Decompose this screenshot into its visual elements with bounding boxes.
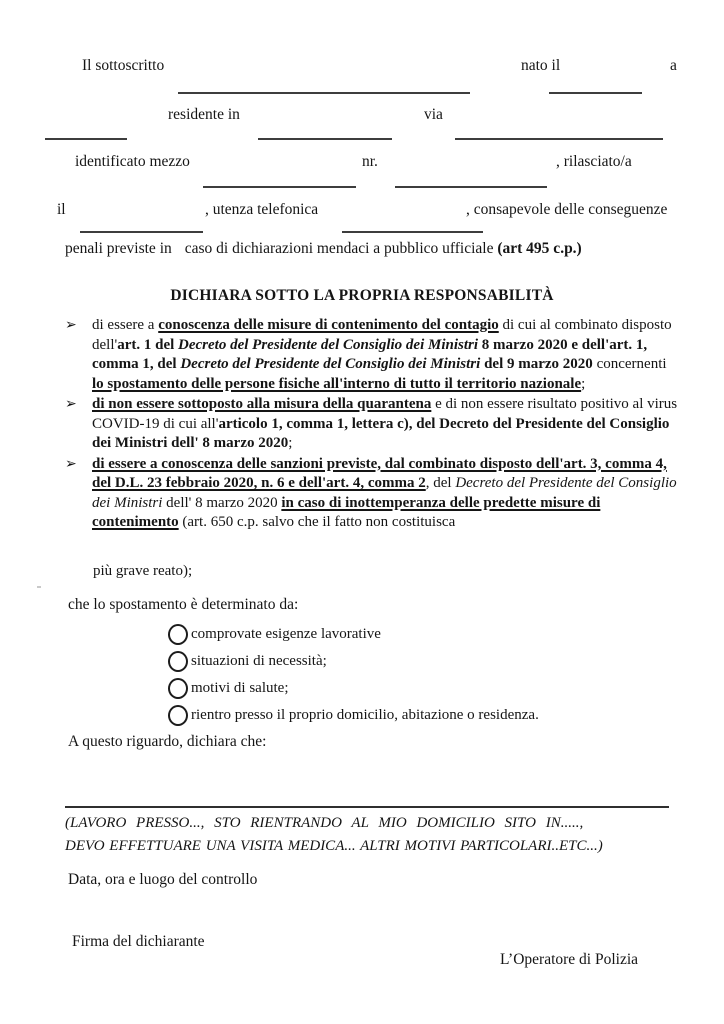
field-numero-documento-blank[interactable] <box>395 186 547 188</box>
option-row <box>168 621 539 648</box>
movement-intro: che lo spostamento è determinato da: <box>68 596 299 613</box>
label-il: il <box>57 201 66 218</box>
bullet-segment: di essere a conoscenza delle sanzioni previste, dal combinato disposto dell'art. 3, comma 4, del D.L. 23 febbraio 2020, n. 6 e dell'art. 4, comma 2 <box>92 455 667 491</box>
penali-part2: caso di dichiarazioni mendaci a pubblico ufficiale <box>184 240 494 257</box>
radio-circle[interactable] <box>168 651 188 672</box>
bullet-segment: , del <box>425 475 456 491</box>
field-data-nascita-blank[interactable] <box>549 92 642 94</box>
radio-circle[interactable] <box>168 624 188 645</box>
bullet-segment: Decreto del Presidente del Consiglio dei Ministri <box>180 356 481 372</box>
bullet-segment: concernenti <box>592 356 667 372</box>
label-via: via <box>424 106 443 123</box>
field-documento-blank[interactable] <box>203 186 356 188</box>
firma-label: Firma del dichiarante <box>72 933 205 950</box>
field-nome-blank[interactable] <box>178 92 470 94</box>
field-luogo-nascita-blank[interactable] <box>45 138 127 140</box>
label-nato-il: nato il <box>521 57 561 74</box>
bullet-text <box>92 395 681 454</box>
option-label: comprovate esigenze lavorative <box>191 626 381 642</box>
bullet-segment: Decreto del Presidente del Consiglio dei Ministri <box>92 475 677 511</box>
field-via-blank[interactable] <box>455 138 663 140</box>
movement-options <box>168 621 539 729</box>
label-identificato-mezzo: identificato mezzo <box>75 153 190 170</box>
declaration-bullet <box>65 395 681 454</box>
bullet-segment: (art. 650 c.p. salvo che il fatto non costituisca <box>178 514 456 530</box>
option-label: situazioni di necessità; <box>191 653 327 669</box>
arrow-bullet-icon: ➢ <box>65 397 77 412</box>
operatore-label: L’Operatore di Polizia <box>500 951 639 968</box>
bullet-segment: lo spostamento delle persone fisiche all'interno di tutto il territorio nazionale <box>92 375 582 392</box>
bullet-text <box>92 316 681 394</box>
label-il-sottoscritto: Il sottoscritto <box>82 57 165 74</box>
bullet-segment: di essere a <box>92 317 159 333</box>
option-row <box>168 648 539 675</box>
field-data-rilascio-blank[interactable] <box>80 231 203 233</box>
radio-circle[interactable] <box>168 705 188 726</box>
penali-line <box>65 240 582 258</box>
controllo-label: Data, ora e luogo del controllo <box>68 871 258 888</box>
penali-part1: penali previste in <box>65 240 172 257</box>
hint-text <box>65 812 675 858</box>
label-residente-in: residente in <box>168 106 240 123</box>
declaration-bullets <box>65 316 681 534</box>
bullet-tail: più grave reato); <box>93 563 193 579</box>
arrow-bullet-icon: ➢ <box>65 456 77 472</box>
declaration-write-line[interactable] <box>65 806 669 808</box>
bullet-segment: in caso di inottemperanza delle predette misure di contenimento <box>92 494 601 530</box>
field-telefono-blank[interactable] <box>342 231 483 233</box>
label-utenza-telefonica: , utenza telefonica <box>205 201 319 218</box>
bullet-segment: art. 1 del <box>117 336 179 353</box>
penali-art-bold: (art 495 c.p.) <box>497 240 582 257</box>
scan-artifact <box>37 586 41 588</box>
declaration-title: DICHIARA SOTTO LA PROPRIA RESPONSABILITÀ <box>170 287 554 304</box>
declaration-bullet <box>65 455 681 533</box>
label-consapevole: , consapevole delle conseguenze <box>466 201 668 218</box>
option-label: rientro presso il proprio domicilio, abitazione o residenza. <box>191 707 539 723</box>
bullet-segment: di cui al combinato disposto dell' <box>92 317 672 353</box>
hint-line-1: (LAVORO PRESSO..., STO RIENTRANDO AL MIO DOMICILIO SITO IN....., <box>65 815 584 831</box>
option-row <box>168 702 539 729</box>
bullet-segment: dell' 8 marzo 2020 <box>162 494 282 511</box>
regard-line: A questo riguardo, dichiara che: <box>68 733 267 750</box>
declaration-bullet <box>65 316 681 394</box>
bullet-segment: articolo 1, comma 1, lettera c), del Decreto del Presidente del Consiglio dei Ministri dell' 8 marzo 2020 <box>92 415 670 451</box>
bullet-text <box>92 455 681 533</box>
bullet-segment: del 9 marzo 2020 <box>480 356 593 372</box>
radio-circle[interactable] <box>168 678 188 699</box>
label-a: a <box>670 57 677 74</box>
field-residenza-blank[interactable] <box>258 138 392 140</box>
bullet-segment: conoscenza delle misure di contenimento del contagio <box>158 317 499 333</box>
bullet-segment: ; <box>581 375 586 392</box>
hint-line-2: DEVO EFFETTUARE UNA VISITA MEDICA... ALTRI MOTIVI PARTICOLARI..ETC...) <box>65 838 603 854</box>
bullet-segment: ; <box>288 435 293 451</box>
bullet-segment: 8 marzo 2020 e dell'art. 1, comma 1, del <box>92 336 648 372</box>
arrow-bullet-icon: ➢ <box>65 318 77 333</box>
bullet-segment: Decreto del Presidente del Consiglio dei Ministri <box>178 336 479 353</box>
label-nr: nr. <box>362 153 378 170</box>
option-label: motivi di salute; <box>191 680 289 696</box>
option-row <box>168 675 539 702</box>
bullet-segment: e di non essere risultato positivo al virus COVID-19 di cui all' <box>92 396 678 432</box>
label-rilasciato: , rilasciato/a <box>556 153 632 170</box>
bullet-segment: di non essere sottoposto alla misura della quarantena <box>92 396 432 412</box>
